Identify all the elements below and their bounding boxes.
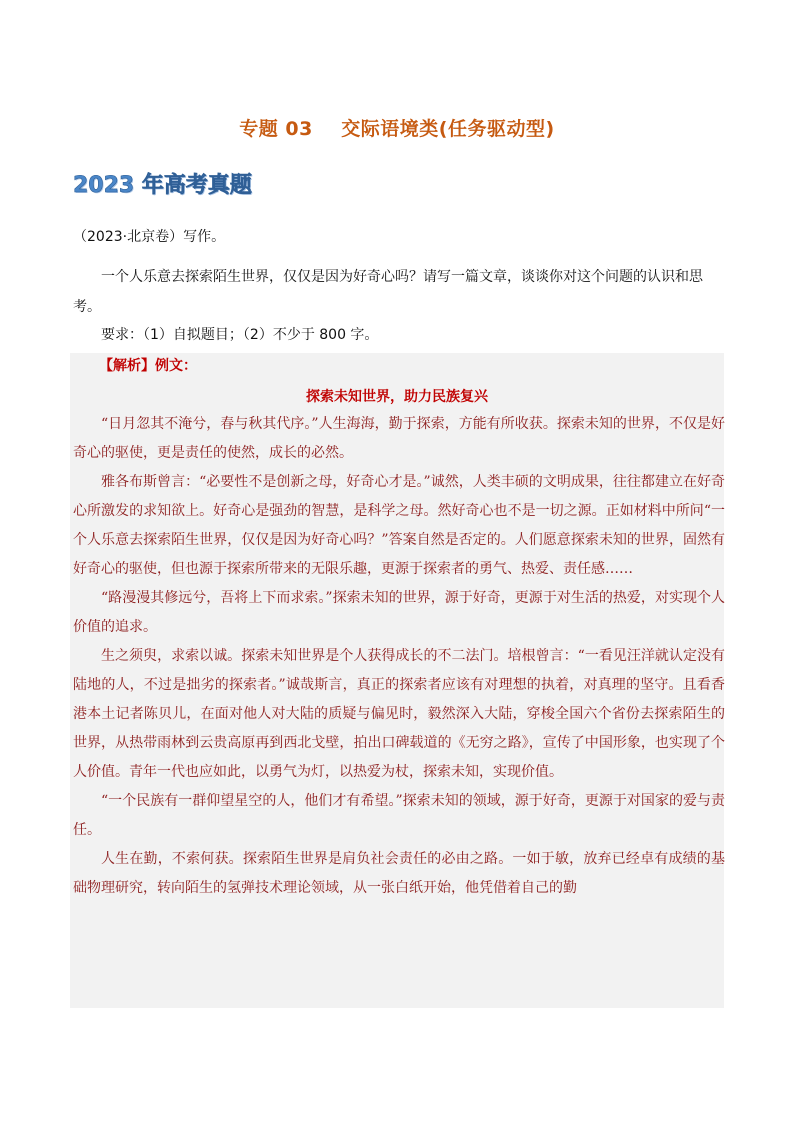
essay-title: 探索未知世界，助力民族复兴 bbox=[306, 389, 488, 405]
analysis-label: 【解析】例文： bbox=[99, 358, 197, 374]
question-prompt: 一个人乐意去探索陌生世界，仅仅是因为好奇心吗？请写一篇文章，谈谈你对这个问题的认识和思考。 bbox=[73, 269, 703, 315]
page-title: 专题 03 交际语境类(任务驱动型) bbox=[239, 118, 555, 140]
essay-paragraph: 人生在勤，不索何获。探索陌生世界是肩负社会责任的必由之路。一如于敏，放弃已经卓有成绩的基础物理研究，转向陌生的氢弹技术理论领域，从一张白纸开始，他凭借着自己的勤 bbox=[73, 851, 725, 896]
essay-paragraph: “日月忽其不淹兮，春与秋其代序。”人生海海，勤于探索，方能有所收获。探索未知的世界，不仅是好奇心的驱使，更是责任的使然，成长的必然。 bbox=[73, 416, 725, 461]
essay-body bbox=[73, 410, 725, 903]
essay-paragraph: 生之须臾，求索以诚。探索未知世界是个人获得成长的不二法门。培根曾言：“一看见汪洋就认定没有陆地的人，不过是拙劣的探索者。”诚哉斯言，真正的探索者应该有对理想的执着，对真理的坚守。且看香港本土记者陈贝儿，在面对他人对大陆的质疑与偏见时，毅然深入大陆，穿梭全国六个省份去探索陌生的世界，从热带雨林到云贵高原再到西北戈壁，拍出口碑载道的《无穷之路》，宣传了中国形象，也实现了个人价值。青年一代也应如此，以勇气为灯，以热爱为杖，探索未知，实现价值。 bbox=[73, 648, 725, 780]
essay-paragraph: “路漫漫其修远兮，吾将上下而求索。”探索未知的世界，源于好奇，更源于对生活的热爱，对实现个人价值的追求。 bbox=[73, 590, 725, 635]
essay-paragraph: 雅各布斯曾言：“必要性不是创新之母，好奇心才是。”诚然，人类丰硕的文明成果，往往都建立在好奇心所激发的求知欲上。好奇心是强劲的智慧，是科学之母。然好奇心也不是一切之源。正如材料中所问“一个人乐意去探索陌生世界，仅仅是因为好奇心吗？”答案自然是否定的。人们愿意探索未知的世界，固然有好奇心的驱使，但也源于探索所带来的无限乐趣，更源于探索者的勇气、热爱、责任感…… bbox=[73, 474, 725, 577]
essay-paragraph: “一个民族有一群仰望星空的人，他们才有希望。”探索未知的领域，源于好奇，更源于对国家的爱与责任。 bbox=[73, 793, 725, 838]
section-heading: 2023 年高考真题 bbox=[73, 173, 252, 198]
question-requirements: 要求：（1）自拟题目；（2）不少于 800 字。 bbox=[101, 327, 379, 343]
question-source: （2023·北京卷）写作。 bbox=[73, 229, 226, 245]
